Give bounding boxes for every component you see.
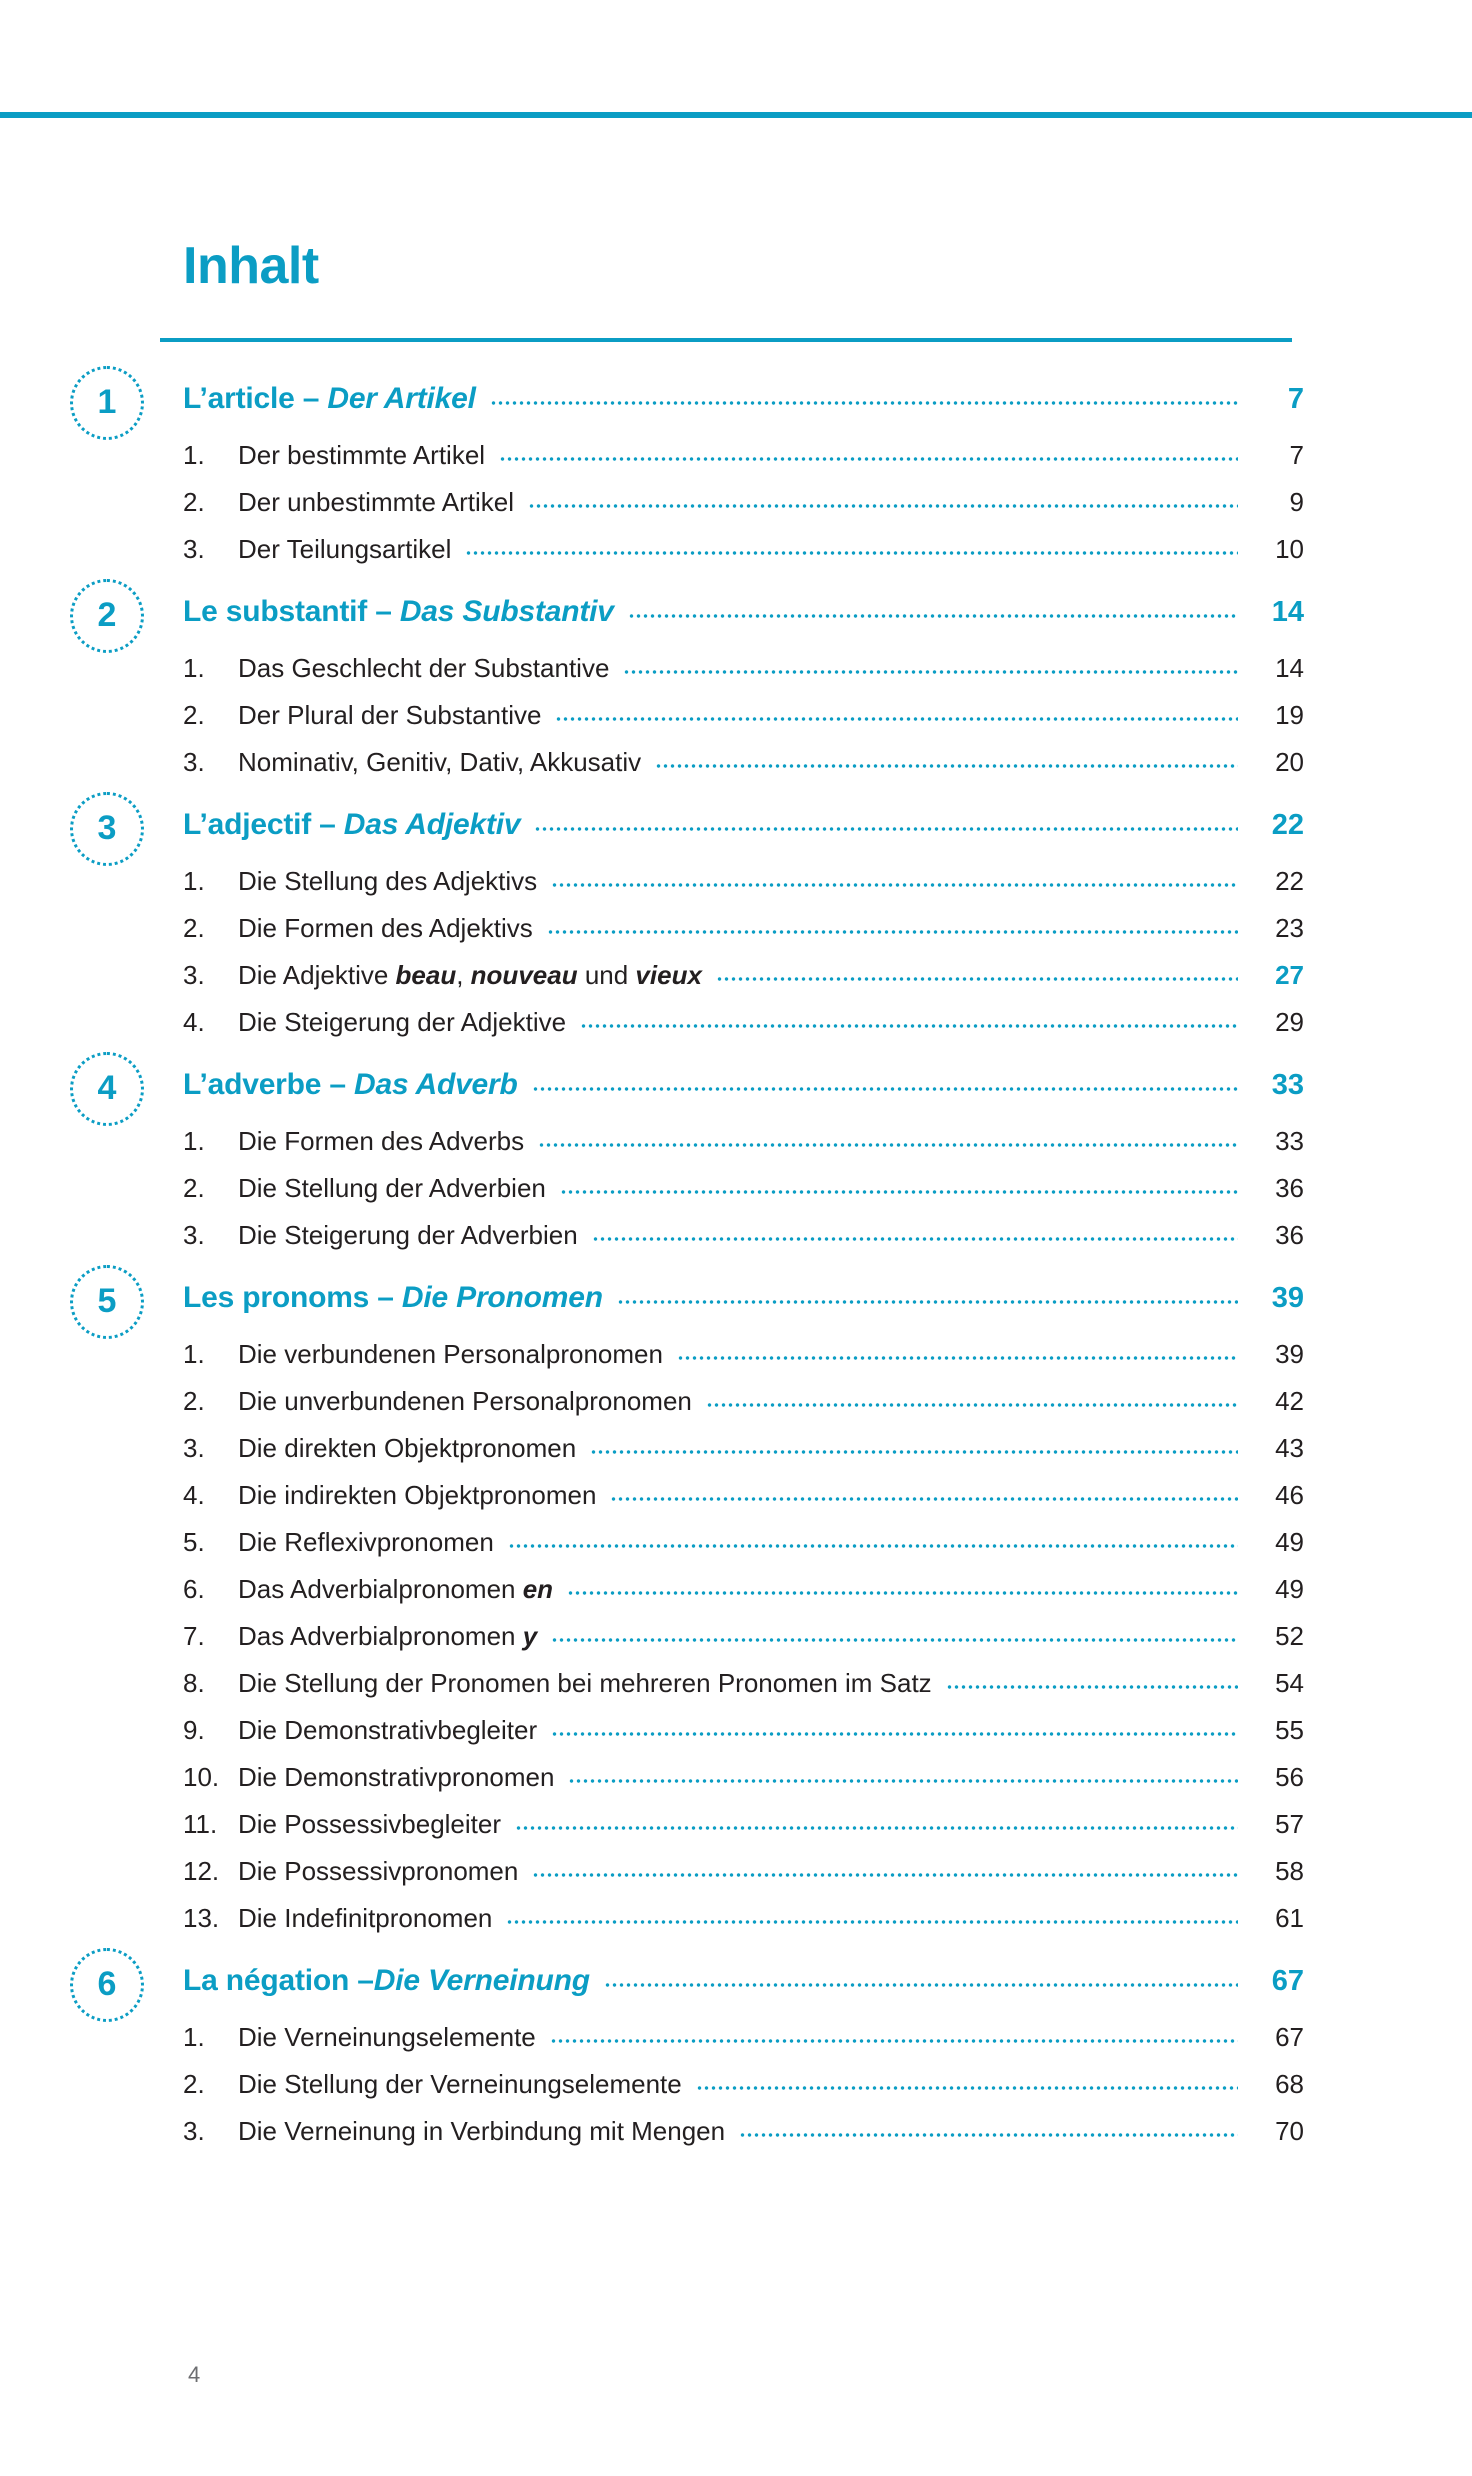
entry-label: Das Adverbialpronomen en — [238, 1574, 554, 1604]
entry-number: 4. — [183, 1007, 205, 1037]
toc-chapter — [0, 808, 1472, 1068]
chapter-number-badge — [70, 1948, 144, 2022]
chapter-page-number: 7 — [1287, 383, 1304, 415]
entry-number: 3. — [183, 1433, 205, 1463]
dotted-leader — [534, 818, 1238, 834]
chapter-number-badge — [70, 1052, 144, 1126]
entry-number: 3. — [183, 747, 205, 777]
chapter-number-badge — [70, 366, 144, 440]
entry-number: 4. — [183, 1480, 205, 1510]
chapter-number: 2 — [97, 596, 117, 634]
entry-label: Die Formen des Adjektivs — [238, 913, 533, 943]
chapter-title: Le substantif – Das Substantiv — [183, 595, 614, 628]
toc-entry-row[interactable] — [0, 2116, 1472, 2163]
entry-label: Die Verneinung in Verbindung mit Mengen — [238, 2116, 726, 2146]
entry-page-number: 20 — [1275, 747, 1304, 777]
toc-chapter — [0, 382, 1472, 595]
chapter-spacer — [0, 581, 1472, 595]
entry-label: Der unbestimmte Artikel — [238, 487, 514, 517]
toc-entry-row[interactable] — [0, 2069, 1472, 2116]
page-title: Inhalt — [183, 237, 319, 295]
entry-label: Die Possessivpronomen — [238, 1856, 519, 1886]
entry-number: 1. — [183, 1126, 205, 1156]
entry-number: 2. — [183, 1386, 205, 1416]
dotted-leader — [528, 495, 1238, 511]
chapter-number-badge — [70, 1265, 144, 1339]
dotted-leader — [547, 921, 1238, 937]
entry-label: Die Formen des Adverbs — [238, 1126, 525, 1156]
entry-page-number: 10 — [1275, 534, 1304, 564]
entry-label: Die Stellung des Adjektivs — [238, 866, 538, 896]
entry-number: 2. — [183, 1173, 205, 1203]
dotted-leader — [538, 1134, 1238, 1150]
chapter-number-badge — [70, 792, 144, 866]
entry-number: 12. — [183, 1856, 220, 1886]
entry-number: 8. — [183, 1668, 205, 1698]
entry-label: Die Stellung der Verneinungselemente — [238, 2069, 682, 2099]
entry-label: Das Geschlecht der Substantive — [238, 653, 610, 683]
dotted-leader — [610, 1488, 1238, 1504]
chapter-title: Les pronoms – Die Pronomen — [183, 1281, 603, 1314]
toc-entry-row[interactable] — [0, 700, 1472, 747]
entry-number: 1. — [183, 440, 205, 470]
chapter-spacer — [0, 1950, 1472, 1964]
chapter-spacer — [0, 1054, 1472, 1068]
entry-label: Nominativ, Genitiv, Dativ, Akkusativ — [238, 747, 642, 777]
toc-entry-row[interactable] — [0, 1220, 1472, 1267]
dotted-leader — [628, 605, 1238, 621]
chapter-title: L’adjectif – Das Adjektiv — [183, 808, 521, 841]
chapter-page-number: 33 — [1271, 1069, 1304, 1101]
entry-number: 3. — [183, 960, 205, 990]
toc-chapter-row[interactable] — [0, 1281, 1472, 1339]
entry-page-number: 56 — [1275, 1762, 1304, 1792]
toc-chapter — [0, 1964, 1472, 2177]
chapter-number: 4 — [97, 1069, 117, 1107]
dotted-leader — [580, 1015, 1238, 1031]
chapter-page-number: 14 — [1271, 596, 1304, 628]
dotted-leader — [551, 1723, 1238, 1739]
toc-entry-row[interactable] — [0, 1339, 1472, 1386]
top-rule-divider — [0, 112, 1472, 118]
table-of-contents — [0, 382, 1472, 2177]
entry-number: 1. — [183, 1339, 205, 1369]
entry-label: Die Demonstrativpronomen — [238, 1762, 555, 1792]
toc-chapter-row[interactable] — [0, 808, 1472, 866]
entry-label: Die Verneinungselemente — [238, 2022, 536, 2052]
dotted-leader — [592, 1228, 1238, 1244]
toc-entry-row[interactable] — [0, 1574, 1472, 1621]
dotted-leader — [551, 1629, 1238, 1645]
entry-page-number: 70 — [1275, 2116, 1304, 2146]
entry-page-number: 27 — [1275, 960, 1304, 990]
toc-entry-row[interactable] — [0, 1173, 1472, 1220]
entry-number: 3. — [183, 1220, 205, 1250]
chapter-page-number: 39 — [1271, 1282, 1304, 1314]
entry-page-number: 57 — [1275, 1809, 1304, 1839]
toc-entry-row[interactable] — [0, 1527, 1472, 1574]
dotted-leader — [499, 448, 1238, 464]
toc-entry-row[interactable] — [0, 747, 1472, 794]
dotted-leader — [623, 661, 1238, 677]
toc-entry-row[interactable] — [0, 1007, 1472, 1054]
entry-label: Die Adjektive beau, nouveau und vieux — [238, 960, 702, 990]
entry-number: 11. — [183, 1809, 218, 1839]
entry-page-number: 14 — [1275, 653, 1304, 683]
dotted-leader — [490, 392, 1238, 408]
dotted-leader — [560, 1181, 1238, 1197]
entry-number: 1. — [183, 2022, 205, 2052]
chapter-number: 1 — [97, 383, 117, 421]
toc-entry-row[interactable] — [0, 1480, 1472, 1527]
entry-page-number: 39 — [1275, 1339, 1304, 1369]
dotted-leader — [604, 1974, 1238, 1990]
entry-label: Die Possessivbegleiter — [238, 1809, 502, 1839]
entry-page-number: 52 — [1275, 1621, 1304, 1651]
entry-page-number: 43 — [1275, 1433, 1304, 1463]
chapter-spacer — [0, 2163, 1472, 2177]
entry-page-number: 58 — [1275, 1856, 1304, 1886]
entry-number: 2. — [183, 487, 205, 517]
chapter-spacer — [0, 1267, 1472, 1281]
toc-entry-row[interactable] — [0, 440, 1472, 487]
entry-label: Die Stellung der Pronomen bei mehreren Pronomen im Satz — [238, 1668, 932, 1698]
dotted-leader — [532, 1864, 1238, 1880]
entry-number: 3. — [183, 2116, 205, 2146]
chapter-number: 5 — [97, 1282, 117, 1320]
entry-page-number: 49 — [1275, 1527, 1304, 1557]
entry-page-number: 29 — [1275, 1007, 1304, 1037]
entry-number: 6. — [183, 1574, 205, 1604]
entry-number: 9. — [183, 1715, 205, 1745]
toc-entry-row[interactable] — [0, 1809, 1472, 1856]
entry-page-number: 36 — [1275, 1220, 1304, 1250]
entry-label: Die Indefinitpronomen — [238, 1903, 493, 1933]
toc-chapter-row[interactable] — [0, 595, 1472, 653]
toc-chapter-row[interactable] — [0, 1964, 1472, 2022]
entry-page-number: 67 — [1275, 2022, 1304, 2052]
chapter-page-number: 67 — [1271, 1965, 1304, 1997]
entry-page-number: 68 — [1275, 2069, 1304, 2099]
entry-page-number: 54 — [1275, 1668, 1304, 1698]
toc-chapter-row[interactable] — [0, 382, 1472, 440]
entry-number: 13. — [183, 1903, 220, 1933]
toc-entry-row[interactable] — [0, 1668, 1472, 1715]
dotted-leader — [706, 1394, 1238, 1410]
toc-entry-row[interactable] — [0, 487, 1472, 534]
chapter-number: 6 — [97, 1965, 117, 2003]
dotted-leader — [532, 1078, 1238, 1094]
entry-page-number: 36 — [1275, 1173, 1304, 1203]
toc-entry-row[interactable] — [0, 1126, 1472, 1173]
toc-entry-row[interactable] — [0, 1903, 1472, 1950]
dotted-leader — [946, 1676, 1238, 1692]
toc-entry-row[interactable] — [0, 1621, 1472, 1668]
toc-entry-row[interactable] — [0, 1762, 1472, 1809]
entry-page-number: 61 — [1275, 1903, 1304, 1933]
entry-label: Die Stellung der Adverbien — [238, 1173, 546, 1203]
toc-chapter — [0, 1068, 1472, 1281]
entry-label: Das Adverbialpronomen y — [238, 1621, 538, 1651]
toc-entry-row[interactable] — [0, 1715, 1472, 1762]
entry-number: 3. — [183, 534, 205, 564]
entry-page-number: 33 — [1275, 1126, 1304, 1156]
toc-entry-row[interactable] — [0, 866, 1472, 913]
dotted-leader — [739, 2124, 1238, 2140]
toc-entry-row[interactable] — [0, 1856, 1472, 1903]
entry-page-number: 19 — [1275, 700, 1304, 730]
chapter-title: L’adverbe – Das Adverb — [183, 1068, 518, 1101]
dotted-leader — [590, 1441, 1238, 1457]
title-underline-divider — [160, 338, 1292, 342]
entry-page-number: 7 — [1289, 440, 1304, 470]
dotted-leader — [550, 2030, 1238, 2046]
dotted-leader — [655, 755, 1238, 771]
entry-number: 7. — [183, 1621, 205, 1651]
dotted-leader — [716, 968, 1238, 984]
entry-number: 1. — [183, 866, 205, 896]
toc-entry-row[interactable] — [0, 1433, 1472, 1480]
dotted-leader — [555, 708, 1238, 724]
dotted-leader — [551, 874, 1238, 890]
entry-label: Die indirekten Objektpronomen — [238, 1480, 597, 1510]
dotted-leader — [568, 1770, 1238, 1786]
dotted-leader — [617, 1291, 1238, 1307]
entry-page-number: 46 — [1275, 1480, 1304, 1510]
toc-entry-row[interactable] — [0, 2022, 1472, 2069]
toc-entry-row[interactable] — [0, 913, 1472, 960]
entry-label: Der Teilungsartikel — [238, 534, 452, 564]
entry-label: Die Steigerung der Adverbien — [238, 1220, 578, 1250]
chapter-number-badge — [70, 579, 144, 653]
toc-entry-row[interactable] — [0, 1386, 1472, 1433]
chapter-number: 3 — [97, 809, 117, 847]
toc-entry-row[interactable] — [0, 960, 1472, 1007]
entry-label: Die Demonstrativbegleiter — [238, 1715, 538, 1745]
chapter-spacer — [0, 794, 1472, 808]
entry-label: Die unverbundenen Personalpronomen — [238, 1386, 692, 1416]
dotted-leader — [696, 2077, 1238, 2093]
entry-label: Die Reflexivpronomen — [238, 1527, 494, 1557]
entry-number: 2. — [183, 913, 205, 943]
dotted-leader — [567, 1582, 1238, 1598]
entry-number: 5. — [183, 1527, 205, 1557]
toc-chapter — [0, 1281, 1472, 1964]
entry-number: 2. — [183, 700, 205, 730]
entry-label: Die direkten Objektpronomen — [238, 1433, 577, 1463]
entry-page-number: 22 — [1275, 866, 1304, 896]
toc-entry-row[interactable] — [0, 534, 1472, 581]
chapter-page-number: 22 — [1271, 809, 1304, 841]
entry-number: 2. — [183, 2069, 205, 2099]
dotted-leader — [515, 1817, 1238, 1833]
entry-page-number: 49 — [1275, 1574, 1304, 1604]
entry-label: Der Plural der Substantive — [238, 700, 542, 730]
entry-number: 10. — [183, 1762, 220, 1792]
dotted-leader — [677, 1347, 1238, 1363]
chapter-title: L’article – Der Artikel — [183, 382, 476, 415]
page-folio-number: 4 — [188, 2362, 201, 2387]
entry-page-number: 9 — [1289, 487, 1304, 517]
entry-page-number: 42 — [1275, 1386, 1304, 1416]
entry-page-number: 23 — [1275, 913, 1304, 943]
dotted-leader — [506, 1911, 1238, 1927]
toc-chapter-row[interactable] — [0, 1068, 1472, 1126]
entry-page-number: 55 — [1275, 1715, 1304, 1745]
toc-chapter — [0, 595, 1472, 808]
toc-entry-row[interactable] — [0, 653, 1472, 700]
dotted-leader — [508, 1535, 1238, 1551]
entry-label: Die verbundenen Personalpronomen — [238, 1339, 663, 1369]
entry-number: 1. — [183, 653, 205, 683]
chapter-title: La négation –Die Verneinung — [183, 1964, 590, 1997]
entry-label: Die Steigerung der Adjektive — [238, 1007, 567, 1037]
dotted-leader — [465, 542, 1238, 558]
entry-label: Der bestimmte Artikel — [238, 440, 486, 470]
